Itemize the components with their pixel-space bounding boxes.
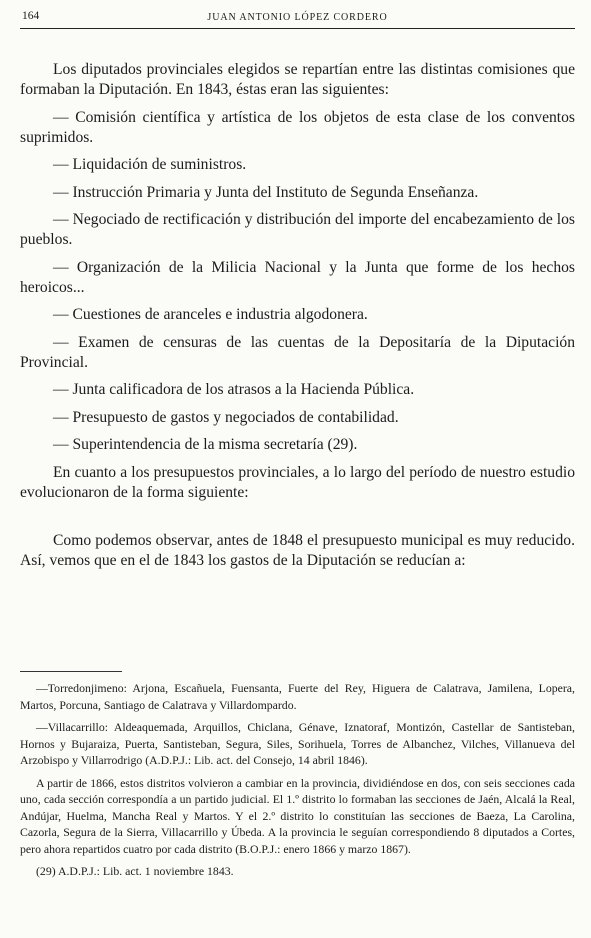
footnote: —Villacarrillo: Aldeaquemada, Arquillos, Chiclana, Génave, Iznatoraf, Montizón, Castellar de Santisteban, Hornos y Bujaraiza, Puerta, Santisteban, Segura, Siles, Sorihuela, Torres de Albanchez, Vilches, Villanueva del Arzobispo y Villarrodrigo (A.D.P.J.: Lib. act. del Consejo, 14 abril 1846). [20,720,575,767]
page-number: 164 [22,10,40,22]
commission-item: — Liquidación de suministros. [53,156,247,173]
footnote: A partir de 1866, estos distritos volvieron a cambiar en la provincia, dividiéndose en dos, con seis secciones cada uno, cada sección correspondía a un partido judicial. El 1.º distrito lo formaban las secciones de Jaén, Alcalá la Real, Andújar, Huelma, Mancha Real y Martos. Y el 2.º distrito lo constituían las secciones de Baeza, La Carolina, Cazorla, Segura de la Sierra, Villacarrillo y Úbeda. A la provincia le seguían correspondiendo 8 diputados a Cortes, pero ahora repartidos cuatro por cada distrito (B.O.P.J.: enero 1866 y marzo 1867). [20,775,575,856]
footnotes [20,680,575,880]
commission-item: — Cuestiones de aranceles e industria algodonera. [53,306,368,323]
commission-item: — Organización de la Milicia Nacional y la Junta que forme de los hechos heroicos... [20,258,575,296]
body-paragraph: Los diputados provinciales elegidos se repartían entre las distintas comisiones que formaban la Diputación. En 1843, éstas eran las siguientes: [20,61,575,98]
footnote: (29) A.D.P.J.: Lib. act. 1 noviembre 1843. [36,864,234,878]
commission-item: — Comisión científica y artística de los objetos de esta clase de los conventos suprimidos. [20,108,575,146]
footnote-divider [20,671,122,672]
running-head: JUAN ANTONIO LÓPEZ CORDERO [207,12,388,23]
commission-item: — Junta calificadora de los atrasos a la Hacienda Pública. [53,381,415,398]
footnote: —Torredonjimeno: Arjona, Escañuela, Fuensanta, Fuerte del Rey, Higuera de Calatrava, Jamilena, Lopera, Martos, Porcuna, Santiago de Calatrava y Villardompardo. [20,681,575,712]
commission-item: — Negociado de rectificación y distribución del importe del encabezamiento de los pueblos. [20,211,575,248]
commission-item: — Presupuesto de gastos y negociados de contabilidad. [53,408,399,426]
body-paragraph: En cuanto a los presupuestos provinciales, a lo largo del período de nuestro estudio evolucionaron de la forma siguiente: [20,463,575,501]
page-header [20,6,575,29]
commission-item: — Instrucción Primaria y Junta del Instituto de Segunda Enseñanza. [53,183,479,201]
body-paragraph: Como podemos observar, antes de 1848 el presupuesto municipal es muy reducido. Así, vemos que en el de 1843 los gastos de la Diputación se reducían a: [20,531,575,569]
commission-item: — Superintendencia de la misma secretaría (29). [53,436,358,453]
commission-item: — Examen de censuras de las cuentas de la Depositaría de la Diputación Provincial. [20,333,575,371]
main-text [20,60,575,571]
